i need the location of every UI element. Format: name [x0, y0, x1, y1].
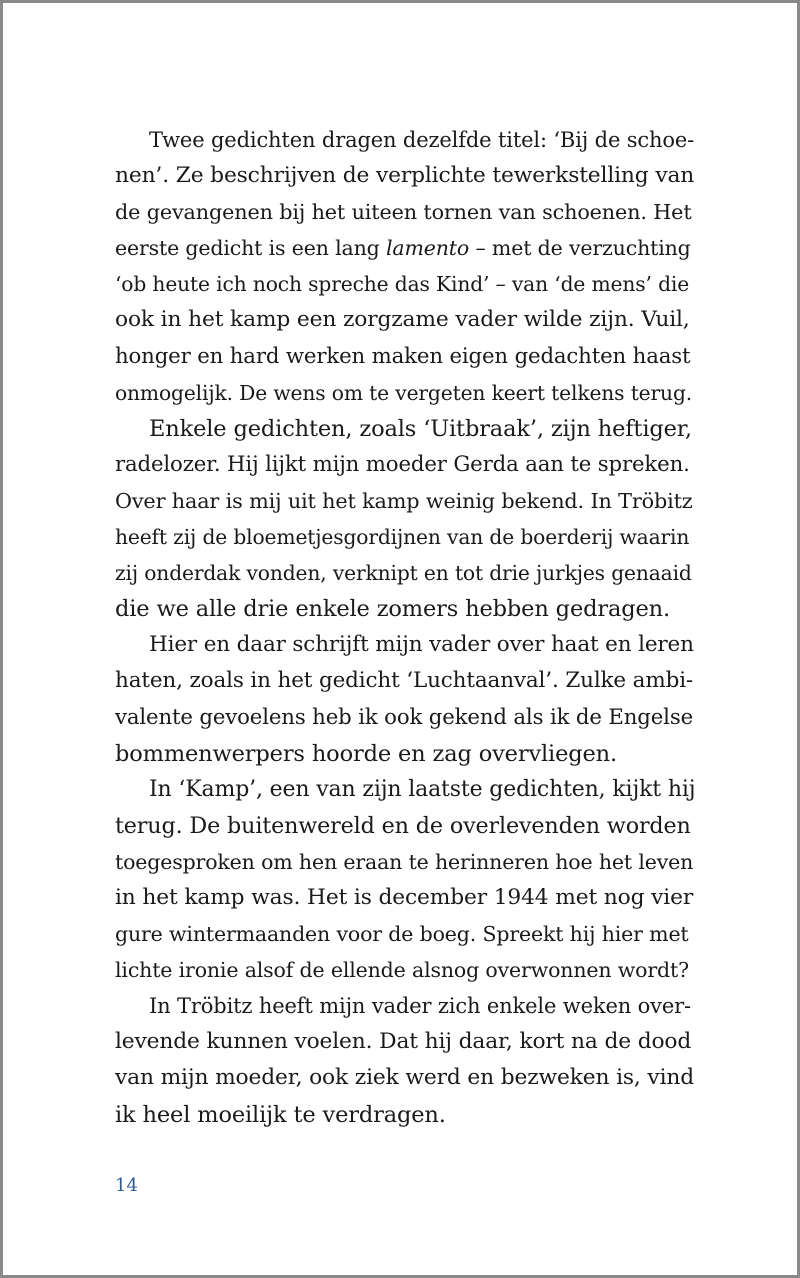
text-line: gure wintermaanden voor de boeg. Spreekt hij hier met: [115, 922, 689, 947]
text-line: In Tröbitz heeft mijn vader zich enkele weken over-: [149, 994, 691, 1019]
text-run: eerste gedicht is een lang: [115, 236, 386, 261]
text-line: haten, zoals in het gedicht ‘Luchtaanval’. Zulke ambi-: [115, 668, 694, 694]
text-line: valente gevoelens heb ik ook gekend als ik de Engelse: [115, 704, 694, 730]
text-line: ook in het kamp een zorgzame vader wilde zijn. Vuil,: [115, 307, 690, 333]
text-line: zij onderdak vonden, verknipt en tot drie jurkjes genaaid: [115, 561, 692, 586]
text-line: in het kamp was. Het is december 1944 met nog vier: [115, 884, 694, 910]
text-line: Over haar is mij uit het kamp weinig bekend. In Tröbitz: [115, 488, 693, 513]
paragraph: [115, 627, 695, 771]
italic-term: lamento: [386, 236, 470, 261]
text-line: ‘ob heute ich noch spreche das Kind’ – van ‘de mens’ die: [115, 272, 690, 297]
text-line: Hier en daar schrijft mijn vader over haat en leren: [149, 632, 694, 658]
text-run: – met de verzuchting: [469, 236, 691, 261]
text-line: terug. De buitenwereld en de overlevenden worden: [115, 812, 691, 839]
paragraph: [115, 411, 695, 628]
text-line: toegesproken om hen eraan te herinneren hoe het leven: [115, 849, 694, 874]
text-line: honger en hard werken maken eigen gedachten haast: [115, 343, 691, 369]
text-line: levende kunnen voelen. Dat hij daar, kort na de dood: [115, 1029, 692, 1055]
text-line: onmogelijk. De wens om te vergeten keert telkens terug.: [115, 380, 693, 405]
text-line: van mijn moeder, ook ziek werd en bezweken is, vind: [115, 1065, 695, 1091]
paragraph: [115, 772, 695, 989]
text-line: radelozer. Hij lijkt mijn moeder Gerda aan te spreken.: [115, 451, 690, 477]
text-line: [115, 230, 695, 266]
body-text: [115, 122, 695, 1133]
paragraph: [115, 122, 695, 411]
text-line: lichte ironie alsof de ellende alsnog overwonnen wordt?: [115, 958, 689, 983]
text-line: nen’. Ze beschrijven de verplichte tewerkstelling van: [115, 163, 695, 189]
text-line: ik heel moeilijk te verdragen.: [115, 1101, 446, 1128]
text-line: In ‘Kamp’, een van zijn laatste gedichten, kijkt hij: [149, 776, 696, 802]
text-line: Enkele gedichten, zoals ‘Uitbraak’, zijn heftiger,: [149, 415, 692, 442]
text-line: Twee gedichten dragen dezelfde titel: ‘Bij de schoe-: [149, 128, 695, 152]
text-line: de gevangenen bij het uiteen tornen van schoenen. Het: [115, 200, 692, 225]
page-number: 14: [115, 1175, 138, 1196]
text-line: die we alle drie enkele zomers hebben gedragen.: [115, 596, 670, 623]
text-line: heeft zij de bloemetjesgordijnen van de boerderij waarin: [115, 525, 690, 550]
text-line: bommenwerpers hoorde en zag overvliegen.: [115, 740, 618, 767]
paragraph: [115, 988, 695, 1132]
